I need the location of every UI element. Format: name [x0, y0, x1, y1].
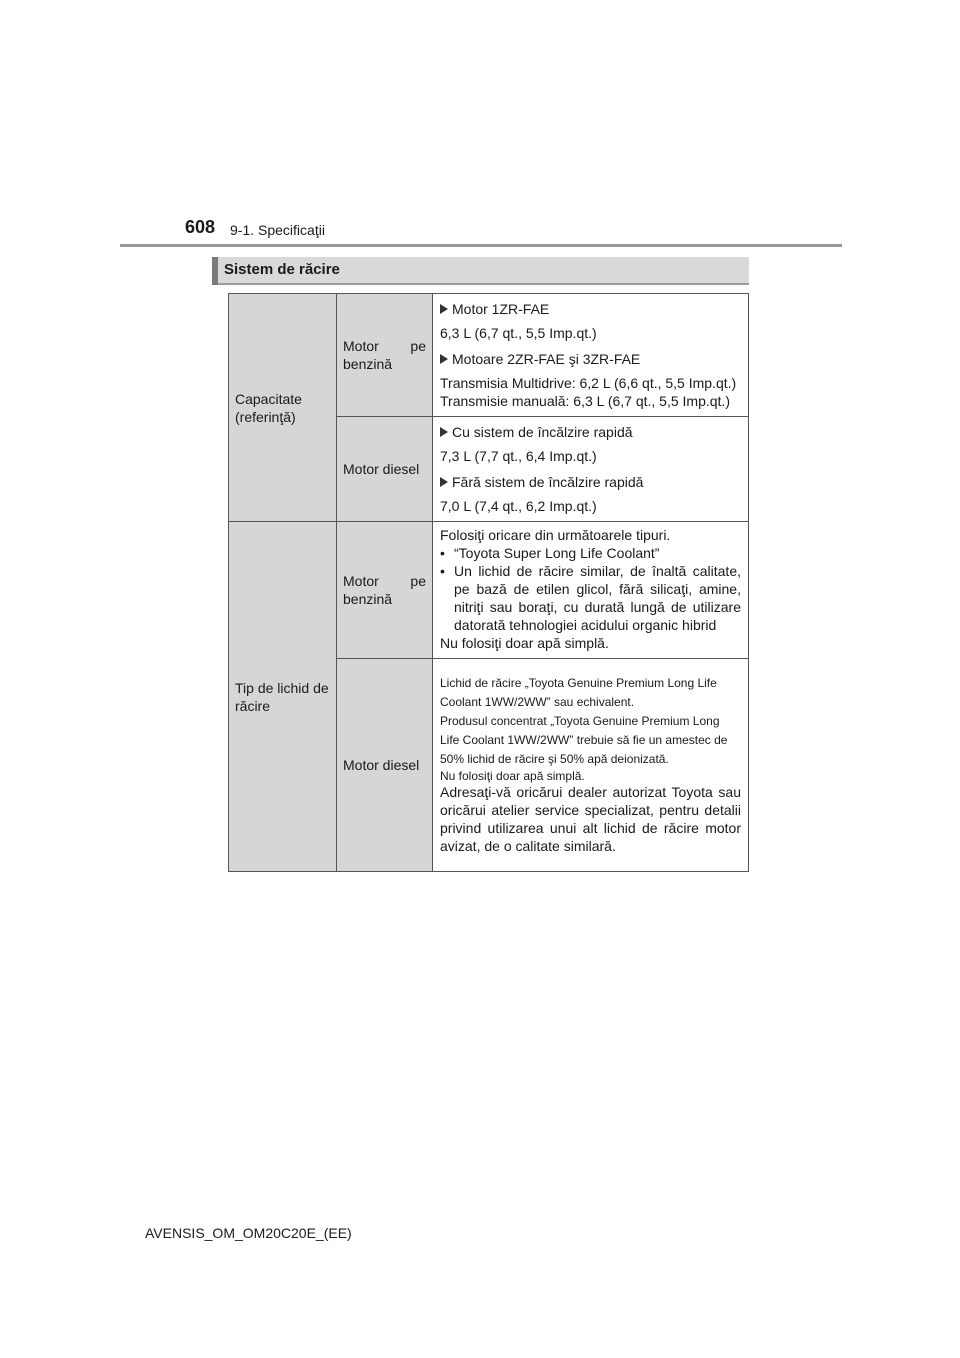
coolant-diesel-mix: Produsul concentrat „Toyota Genuine Premium Long Life Coolant 1WW/2WW” trebuie să fie un amestec de 50% lichid de răcire şi 50% apă deionizată.	[440, 713, 728, 766]
coolant-intro: Folosiţi oricare din următoarele tipuri.	[440, 527, 671, 543]
triangle-bullet-icon	[440, 427, 448, 437]
bullet-dot-icon: •	[440, 545, 445, 561]
coolant-diesel-label-cell	[337, 659, 433, 872]
capacity-label: Capacitate (referinţă)	[235, 390, 302, 425]
coolant-petrol-label-cell	[337, 522, 433, 659]
section-marker	[212, 257, 218, 285]
capacity-diesel-label-cell	[337, 417, 433, 522]
item-value: 6,3 L (6,7 qt., 5,5 Imp.qt.)	[440, 325, 597, 341]
section-heading-bar	[212, 257, 749, 285]
coolant-label: Tip de lichid de răcire	[235, 679, 329, 714]
list-item	[440, 350, 741, 368]
page-header	[0, 0, 960, 248]
item-heading: Motoare 2ZR-FAE şi 3ZR-FAE	[452, 351, 641, 367]
capacity-label-cell	[229, 294, 337, 522]
table-row	[229, 294, 749, 417]
item-value: Transmisia Multidrive: 6,2 L (6,6 qt., 5,5 Imp.qt.)	[440, 375, 737, 391]
header-divider	[120, 244, 842, 247]
list-item	[440, 423, 741, 441]
page-number: 608	[185, 217, 216, 237]
list-item	[440, 544, 741, 562]
triangle-bullet-icon	[440, 304, 448, 314]
capacity-petrol-label: Motor pe benzină	[343, 338, 426, 372]
triangle-bullet-icon	[440, 477, 448, 487]
triangle-bullet-icon	[440, 354, 448, 364]
item-heading: Motor 1ZR-FAE	[452, 301, 550, 317]
section-reference: 9-1. Specificaţii	[230, 222, 325, 238]
bullet-dot-icon: •	[440, 563, 445, 579]
document-code: AVENSIS_OM_OM20C20E_(EE)	[145, 1225, 352, 1241]
table-row	[229, 522, 749, 659]
coolant-diesel-dealer: Adresaţi-vă oricărui dealer autorizat Toyota sau oricărui atelier service specializat, pentru detalii privind utilizarea unui alt lichid de răcire motor avizat, de o calitate similară.	[440, 783, 741, 854]
list-item	[440, 300, 741, 318]
item-heading: Cu sistem de încălzire rapidă	[452, 424, 633, 440]
section-title: Sistem de răcire	[224, 261, 340, 278]
item-value: 7,0 L (7,4 qt., 6,2 Imp.qt.)	[440, 498, 597, 514]
coolant-diesel-spec: Lichid de răcire „Toyota Genuine Premium Long Life Coolant 1WW/2WW” sau echivalent.	[440, 675, 717, 709]
item-value: 7,3 L (7,7 qt., 6,4 Imp.qt.)	[440, 448, 597, 464]
coolant-note: Nu folosiţi doar apă simplă.	[440, 635, 609, 651]
coolant-type-2: Un lichid de răcire similar, de înaltă calitate, pe bază de etilen glicol, fără silicaţi, amine, nitriţi sau boraţi, cu durată lungă de utilizare datorată tehnologiei acidului organic hibrid	[454, 563, 741, 633]
list-item	[440, 473, 741, 491]
list-item	[440, 562, 741, 634]
coolant-diesel-values	[433, 659, 749, 872]
coolant-type-1: “Toyota Super Long Life Coolant”	[454, 545, 660, 561]
coolant-petrol-label: Motor pe benzină	[343, 573, 426, 607]
cooling-system-table	[228, 293, 749, 872]
coolant-label-cell	[229, 522, 337, 872]
capacity-petrol-values	[433, 294, 749, 417]
coolant-diesel-label: Motor diesel	[343, 757, 420, 773]
capacity-diesel-values	[433, 417, 749, 522]
item-value: Transmisie manuală: 6,3 L (6,7 qt., 5,5 Imp.qt.)	[440, 393, 730, 409]
capacity-petrol-label-cell	[337, 294, 433, 417]
capacity-diesel-label: Motor diesel	[343, 461, 420, 477]
coolant-diesel-note: Nu folosiţi doar apă simplă.	[440, 768, 585, 783]
coolant-petrol-values	[433, 522, 749, 659]
item-heading: Fără sistem de încălzire rapidă	[452, 474, 644, 490]
